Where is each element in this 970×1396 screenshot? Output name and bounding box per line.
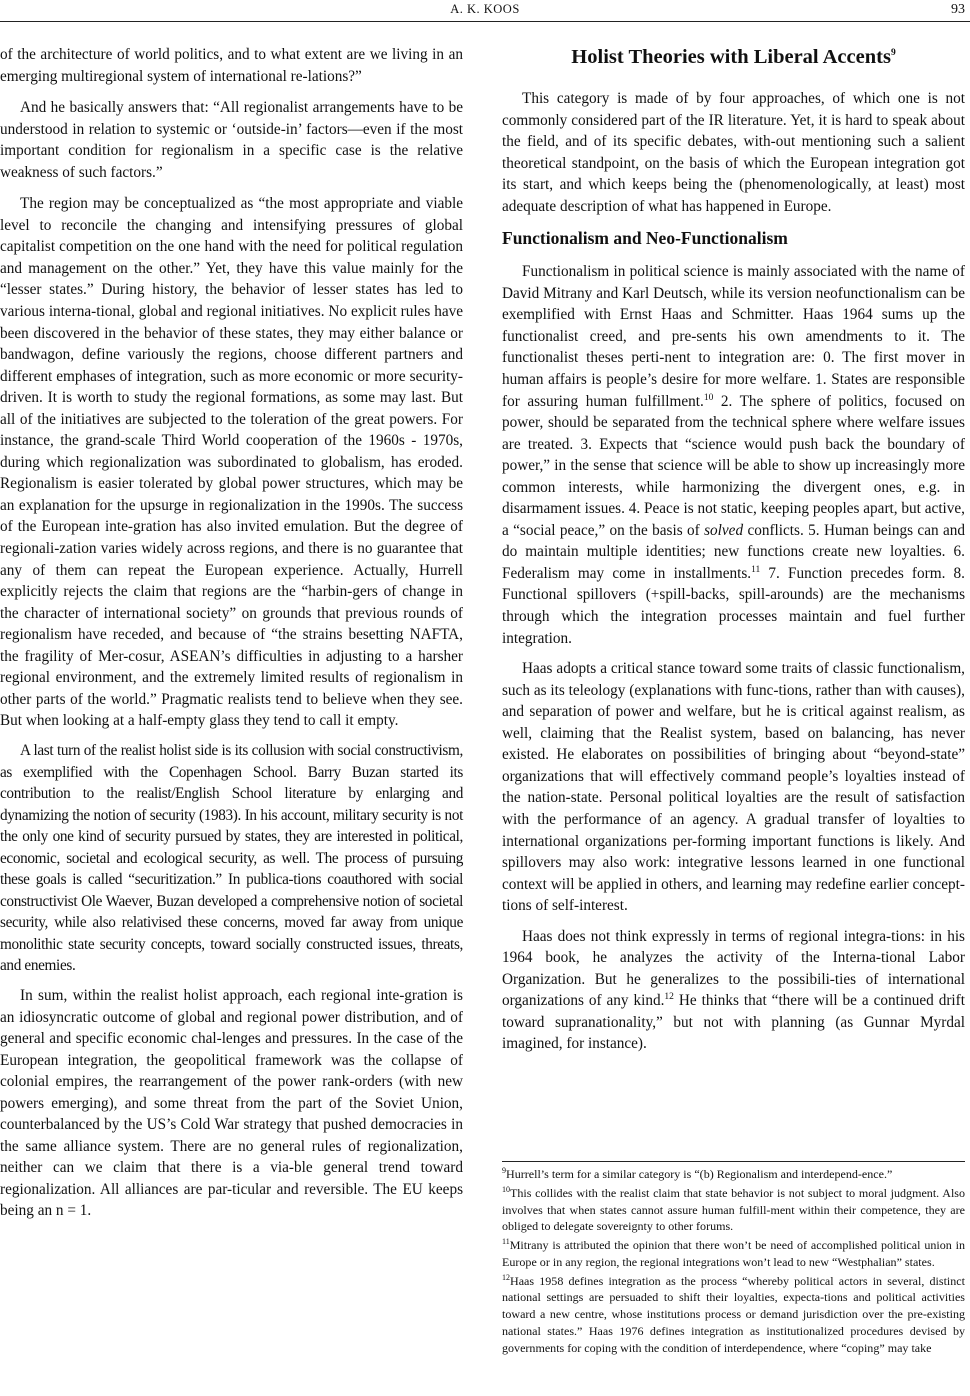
running-head-author: A. K. KOOS <box>450 2 520 16</box>
section-heading <box>502 44 965 70</box>
page-number: 93 <box>951 2 965 17</box>
section-heading-text: Holist Theories with Liberal Accents <box>571 46 891 68</box>
footnote: $^9$Hurrell’s term for a similar category is “(b) Regionalism and interdepend-ence.” <box>502 1165 893 1181</box>
paragraph-functionalism-theses: Functionalism in political science is mainly associated with the name of David Mitrany and Karl Deutsch, while its version neofunctionalism can be exemplified with Ernst Haas and Schmitter. Haas 1964 sums up the functionalist creed, and pre-sents his own amendments to it. The functionalist theses perti-nent to integration are: 0. The first mover in human affairs is people’s desire for more welfare. 1. States are responsible for assuring human fulfillment.$^{10}$ 2. The sphere of politics, focused on power, should be separated from the technical sphere where welfare issues are treated. 3. Expects that “science would push back the boundary of power,” in the sense that science will be able to show up increasingly more common interests, while harmonizing the divergent ones, e.g. in disarmament issues. 4. Peace is not static, keeping peoples apart, but active, a “social peace,” on the basis of solved conflicts. 5. Human beings can and do maintain multiple identities; new functions create new loyalties. 6. Federalism may come in installments.$^{11}$ 7. Function precedes form. 8. Functional spillovers (+spill-backs, spill-arounds) are the mechanisms through which the integration processes maintain and fuel further integration. <box>502 263 965 647</box>
footnote-ref-10: 10 <box>703 392 714 403</box>
left-column <box>0 44 463 1230</box>
paragraph-continued: of the architecture of world politics, and to what extent are we living in an emerging multiregional system of international re-lations?” <box>0 46 463 85</box>
subsection-heading: Functionalism and Neo-Functionalism <box>502 228 788 249</box>
right-column <box>502 44 965 1065</box>
paragraph-realist-summary: In sum, within the realist holist approach, each regional inte-gration is an idiosyncratic outcome of global and regional power distribution, and of general and specific economic chal-lenges and pressures. In the case of the European integration, the geopolitical framework was the collapse of colonial empires, the rearrangement of the power rank-orders (with new powers emerging), and some threat from the part of the Soviet Union, counterbalanced by the US’s Cold War strategy that pushed democracies in the same alliance system. There are no general rules of regionalization, neither can we claim that there is a via-ble general trend toward regionalization. All alliances are par-ticular and reversible. The EU keeps being an n = 1. <box>0 986 463 1220</box>
footnotes <box>502 1166 965 1358</box>
footnote-ref-12: 12 <box>664 992 674 1003</box>
header-rule <box>0 21 970 22</box>
footnote-ref-11: 11 <box>751 564 761 575</box>
footnote: $^{10}$This collides with the realist claim that state behavior is not subject to moral judgment. Also involves that when states cannot assure human fulfill-ment within their competence, they are obliged to delegate sovereignty to other forums. <box>502 1184 965 1234</box>
footnote-rule <box>502 1161 965 1162</box>
footnote: $^{11}$Mitrany is attributed the opinion that there won’t be need of accomplished political union in Europe or in any region, the regional integrations won’t lead to new “Westphalian” states. <box>502 1236 965 1269</box>
paragraph-copenhagen-school: A last turn of the realist holist side is its collusion with social constructivism, as exemplified with the Copenhagen School. Barry Buzan started its contribution to the realist/English School literature by enlarging and dynamizing the notion of security (1983). In his account, military security is not the only one kind of security pursued by states, they are interested in political, economic, societal and ecological security, as well. The process of pursuing these goals is called “securitization.” In publica-tions coauthored with social constructivist Ole Waever, Buzan developed a comprehensive notion of societal security, while also relativised these concerns, moved far away from unique monolithic state security concepts, toward socially constructed issues, threats, and enemies. <box>0 741 463 975</box>
emphasis-solved: solved <box>704 521 744 539</box>
paragraph-haas-critical-stance: Haas adopts a critical stance toward some traits of classic functionalism, such as its teleology (explanations with func-tions, rather than with causes), and separation of power and welfare, but he is critical against realism, as well, claiming that the Realist system, based on balancing, has never existed. He elaborates on possibilities of bringing about “beyond-state” organizations that will effectively command people’s loyalties instead of the nation-state. Personal political loyalties are the result of satisfaction with the performance of an agency. A gradual transfer of loyalties to international organizations per-forming important functions is likely. And spillovers may also work: integrative lessons learned in one functional context will be applied in others, and learning may redefine earlier concept-tions of self-interest. <box>502 660 965 915</box>
paragraph-category-intro: This category is made of by four approaches, of which one is not commonly considered part of the IR literature. Yet, it is hard to speak about the field, and of its specific debates, with-out mentioning such a salient theoretical standpoint, on the basis of which the European integration got its start, and which keeps being the (phenomenologically, at least) most adequate description of what has happened in Europe. <box>502 90 965 215</box>
paragraph-hurrell-answer: And he basically answers that: “All regionalist arrangements have to be understood in relation to systemic or ‘outside-in’ factors—even if the most important condition for regionalism in a specific case is the relative weakness of such factors.” <box>0 99 463 181</box>
paragraph-region-conceptualized: The region may be conceptualized as “the most appropriate and viable level to reconcile the changing and intensifying pressures of global capitalist competition on the one hand with the need for political regulation and management on the other.” Yet, they have this value mainly for the “lesser states.” During history, the behavior of lesser states has led to various interna-tional, global and regional initiatives. No explicit rules have been discovered in the behavior of these states, they may either balance or bandwagon, define variously the regions, choose different partners and different emphases of integration, such as more economic or more security-driven. It is worth to study the regional formations, as some may last. But all of the initiatives are subjected to the toleration of the great powers. For instance, the grand-scale Third World cooperation of the 1960s - 1970s, during which regionalization was subordinated to globalism, has eroded. Regionalism is easier tolerated by global power structures, which may be an explanation for the upsurge in regionalization in the 1990s. The success of the European inte-gration has also invited emulation. But the degree of regionali-zation varies widely across regions, and there is no guarantee that any of them can repeat the European experience. Actually, Hurrell explicitly rejects the claim that regions are the “harbin-gers of change in the character of international society” on grounds that previous rounds of regionalism have receded, and because of “the strains besetting NAFTA, the fragility of Mer-cosur, ASEAN’s difficulties in adjusting to a harsher regional environment, and the extremely limited results of regionalism in other parts of the world.” Pragmatic realists tend to believe when they see. But when looking at a half-empty glass they tend to call it empty. <box>0 195 463 730</box>
section-footnote-ref: 9 <box>890 48 896 59</box>
footnote: $^{12}$Haas 1958 defines integration as the process “whereby political actors in several, distinct national settings are persuaded to shift their loyalties, expecta-tions and political activities toward a new centre, whose institutions process or demand jurisdiction over the pre-existing national states.” Haas 1976 defines integration as institutionalized procedures devised by governments for coping with the condition of interdependence, where “coping” may take <box>502 1272 965 1355</box>
running-head <box>0 0 970 22</box>
paragraph-haas-regional: Haas does not think expressly in terms of regional integra-tions: in his 1964 book, he analyzes the activity of the Interna-tional Labor Organization. But he generalizes to the possibili-ties of international organizations of any kind.$^{12}$ He thinks that “there will be a continued drift toward supranationality,” but not with planning (as Gunnar Myrdal imagined, for instance). <box>502 927 965 1053</box>
